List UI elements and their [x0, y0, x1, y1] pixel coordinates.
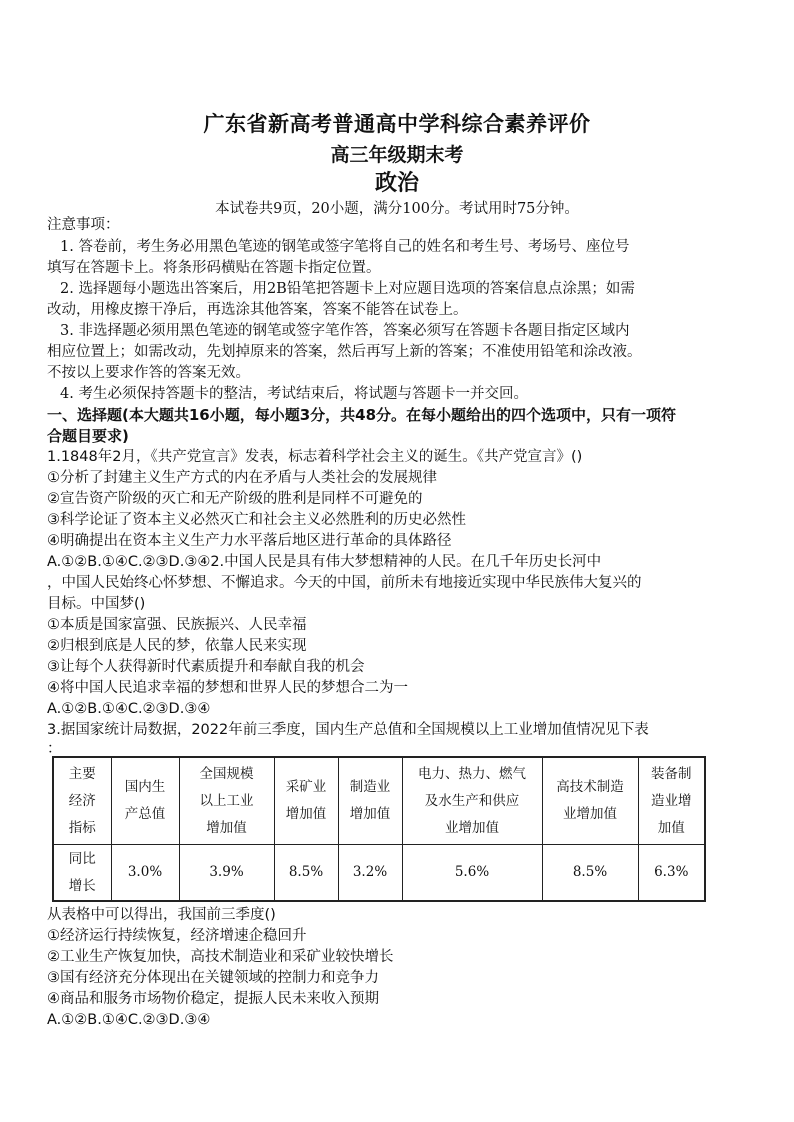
notice-line: 相应位置上；如需改动，先划掉原来的答案，然后再写上新的答案；不准使用铅笔和涂改液。 — [47, 344, 642, 360]
table-cell: 3.9% — [179, 845, 274, 902]
notice-line: 不按以上要求作答的答案无效。 — [47, 365, 250, 381]
question-prompt: 从表格中可以得出，我国前三季度() — [47, 907, 276, 923]
option: ②归根到底是人民的梦，依靠人民来实现 — [47, 638, 307, 654]
exam-subtitle: 高三年级期末考 — [330, 144, 464, 166]
question-stem: 1.1848年2月，《共产党宣言》发表，标志着科学社会主义的诞生。《共产党宣言》() — [47, 449, 583, 465]
option: ②工业生产恢复加快，高技术制造业和采矿业较快增长 — [47, 949, 394, 965]
table-row — [53, 845, 705, 902]
table-cell: 3.0% — [111, 845, 179, 902]
option: ③国有经济充分体现出在关键领域的控制力和竞争力 — [47, 970, 379, 986]
table-header-cell: 主要 经济 指标 — [53, 757, 111, 845]
option: ④商品和服务市场物价稳定，提振人民未来收入预期 — [47, 991, 379, 1007]
notice-line: 填写在答题卡上。将条形码横贴在答题卡指定位置。 — [47, 260, 381, 276]
question-stem: ： — [47, 741, 62, 757]
table-header-cell: 制造业 增加值 — [338, 757, 402, 845]
notice-line: 1. 答卷前，考生务必用黑色笔迹的钢笔或签字笔将自己的姓名和考生号、考场号、座位号 — [60, 239, 630, 255]
answer-choices: A.①②B.①④C.②③D.③④2.中国人民是具有伟大梦想精神的人民。在几千年历史长河中 — [47, 554, 602, 570]
notice-line: 4. 考生必须保持答题卡的整洁，考试结束后，将试题与答题卡一并交回。 — [60, 386, 528, 402]
option: ①经济运行持续恢复，经济增速企稳回升 — [47, 928, 307, 944]
table-cell: 8.5% — [274, 845, 338, 902]
notice-line: 改动，用橡皮擦干净后，再选涂其他答案，答案不能答在试卷上。 — [47, 302, 468, 318]
option: ④明确提出在资本主义生产力水平落后地区进行革命的具体路径 — [47, 533, 452, 549]
table-header-cell: 高技术制造 业增加值 — [542, 757, 638, 845]
question-stem: ，中国人民始终心怀梦想、不懈追求。今天的中国，前所未有地接近实现中华民族伟大复兴的 — [47, 575, 642, 591]
table-cell: 5.6% — [402, 845, 542, 902]
question-stem: 3.据国家统计局数据，2022年前三季度，国内生产总值和全国规模以上工业增加值情况见下表 — [47, 722, 649, 738]
option: ②宣告资产阶级的灭亡和无产阶级的胜利是同样不可避免的 — [47, 491, 423, 507]
table-header-cell: 国内生 产总值 — [111, 757, 179, 845]
notice-line: 2. 选择题每小题选出答案后，用2B铅笔把答题卡上对应题目选项的答案信息点涂黑；如需 — [60, 281, 635, 297]
notice-line: 3. 非选择题必须用黑色笔迹的钢笔或签字笔作答，答案必须写在答题卡各题目指定区域内 — [60, 323, 630, 339]
option: ①分析了封建主义生产方式的内在矛盾与人类社会的发展规律 — [47, 470, 437, 486]
section-heading-cont: 合题目要求) — [47, 427, 129, 445]
table-header-row — [53, 757, 705, 845]
table-cell: 6.3% — [638, 845, 705, 902]
section-heading: 一、选择题(本大题共16小题，每小题3分，共48分。在每小题给出的四个选项中，只有一项符 — [47, 406, 677, 424]
option: ③让每个人获得新时代素质提升和奉献自我的机会 — [47, 659, 365, 675]
subject-title: 政治 — [374, 170, 419, 196]
answer-choices: A.①②B.①④C.②③D.③④ — [47, 701, 211, 717]
option: ④将中国人民追求幸福的梦想和世界人民的梦想合二为一 — [47, 680, 408, 696]
exam-info: 本试卷共9页，20小题，满分100分。考试用时75分钟。 — [215, 201, 579, 217]
option: ③科学论证了资本主义必然灭亡和社会主义必然胜利的历史必然性 — [47, 512, 466, 528]
exam-title: 广东省新高考普通高中学科综合素养评价 — [203, 111, 591, 136]
option: ①本质是国家富强、民族振兴、人民幸福 — [47, 617, 307, 633]
table-cell: 3.2% — [338, 845, 402, 902]
table-header-cell: 全国规模 以上工业 增加值 — [179, 757, 274, 845]
table-header-cell: 采矿业 增加值 — [274, 757, 338, 845]
statistics-table — [52, 756, 706, 902]
answer-choices: A.①②B.①④C.②③D.③④ — [47, 1012, 211, 1028]
notice-heading: 注意事项： — [47, 217, 120, 233]
question-stem: 目标。中国梦() — [47, 596, 146, 612]
table-cell: 8.5% — [542, 845, 638, 902]
table-header-cell: 装备制 造业增 加值 — [638, 757, 705, 845]
table-header-cell: 电力、热力、燃气 及水生产和供应 业增加值 — [402, 757, 542, 845]
table-row-label: 同比 增长 — [53, 845, 111, 902]
